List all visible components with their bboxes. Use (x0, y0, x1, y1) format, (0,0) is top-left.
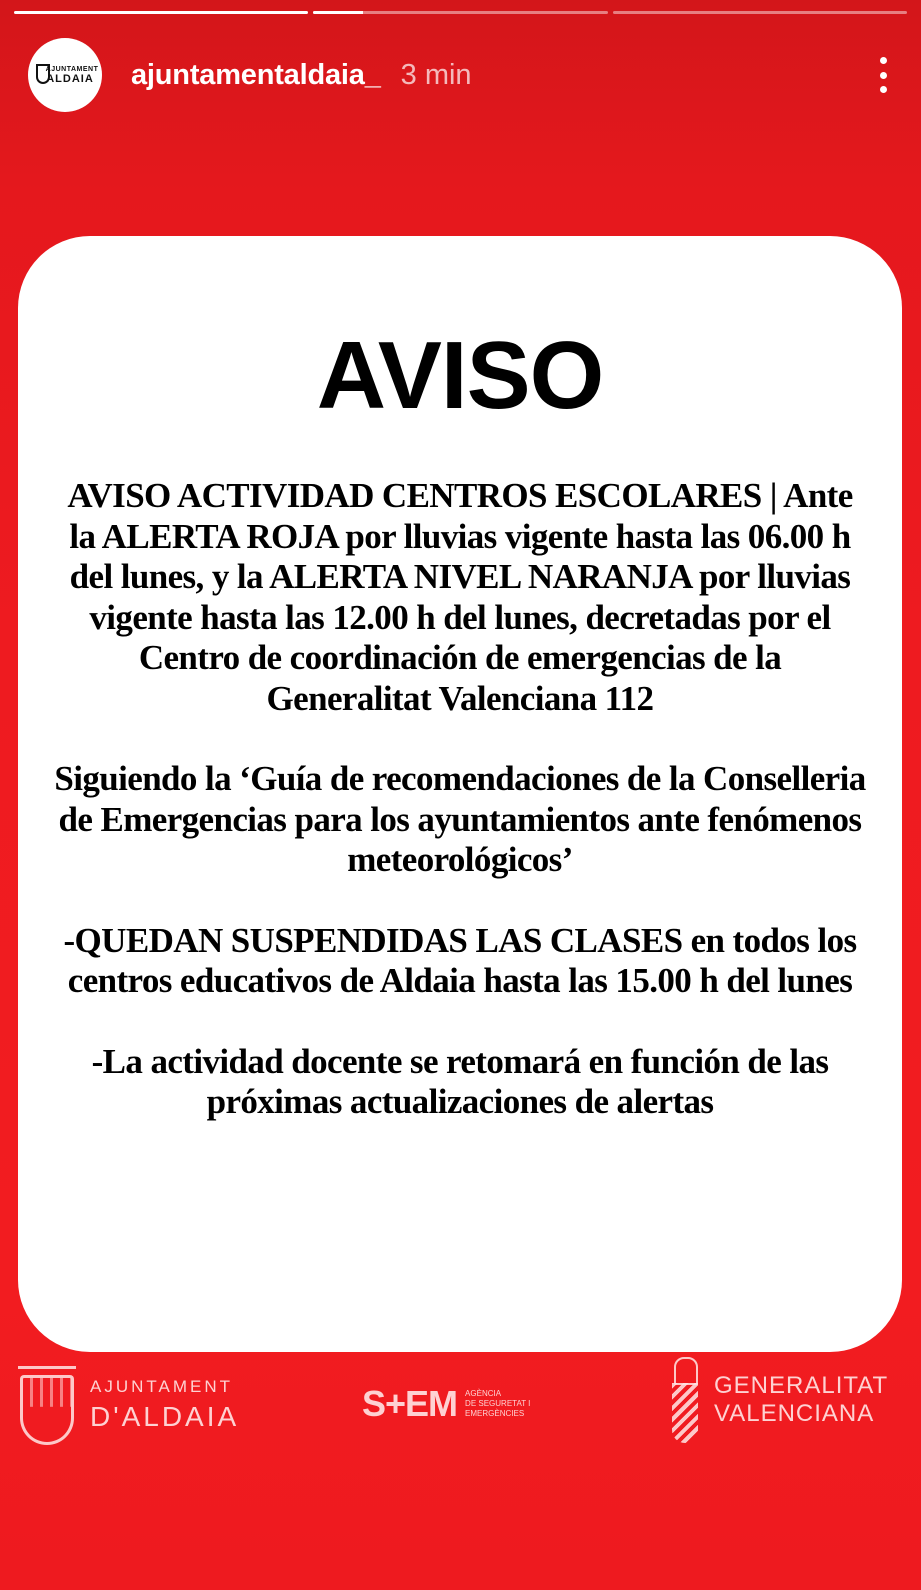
logo-sem (362, 1383, 530, 1425)
notice-title: AVISO (316, 322, 604, 429)
sem-mark: S+EM (362, 1383, 458, 1424)
avatar-text-top: AJUNTAMENT (45, 65, 99, 73)
gva-line2: VALENCIANA (714, 1400, 875, 1427)
progress-segment-1 (14, 11, 308, 14)
username-link[interactable]: ajuntamentaldaia_ (131, 58, 381, 91)
aldaia-line1: AJUNTAMENT (90, 1377, 234, 1396)
gva-crest-icon (668, 1355, 702, 1445)
sem-sub2: DE SEGURETAT I (465, 1399, 531, 1408)
more-vertical-icon[interactable] (873, 55, 893, 95)
sem-sub1: AGÈNCIA (465, 1389, 502, 1398)
post-time: 3 min (400, 58, 472, 91)
sem-sub3: EMERGÈNCIES (465, 1409, 525, 1418)
notice-card (18, 236, 902, 1352)
story-progress-bar (14, 11, 907, 14)
avatar[interactable] (28, 38, 102, 112)
footer-logos (0, 1355, 921, 1465)
notice-paragraph-1: AVISO ACTIVIDAD CENTROS ESCOLARES | Ante la ALERTA ROJA por lluvias vigente hasta las 06.00 h del lunes, y la ALERTA NIVEL NARANJA por lluvias vigente hasta las 12.00 h del lunes, decretadas por el Centro de coordinación de emergencias de la Generalitat Valenciana 112 (67, 476, 853, 718)
logo-generalitat-valenciana (668, 1355, 888, 1445)
story-header (28, 40, 893, 110)
aldaia-line2: D'ALDAIA (90, 1401, 240, 1432)
crest-icon (36, 64, 50, 84)
notice-paragraph-3: -QUEDAN SUSPENDIDAS LAS CLASES en todos los centros educativos de Aldaia hasta las 15.00 h del lunes (63, 920, 857, 1000)
crown-icon (18, 1355, 76, 1369)
avatar-text-bottom: ALDAIA (46, 72, 94, 85)
progress-segment-2 (313, 11, 607, 14)
notice-body (54, 476, 866, 1163)
shield-icon (20, 1375, 74, 1445)
notice-paragraph-4: -La actividad docente se retomará en función de las próximas actualizaciones de alertas (91, 1041, 829, 1121)
gva-line1: GENERALITAT (714, 1372, 889, 1399)
notice-paragraph-2: Siguiendo la ‘Guía de recomendaciones de la Conselleria de Emergencias para los ayuntamientos ante fenómenos meteorológicos’ (54, 759, 866, 879)
progress-segment-3 (613, 11, 907, 14)
